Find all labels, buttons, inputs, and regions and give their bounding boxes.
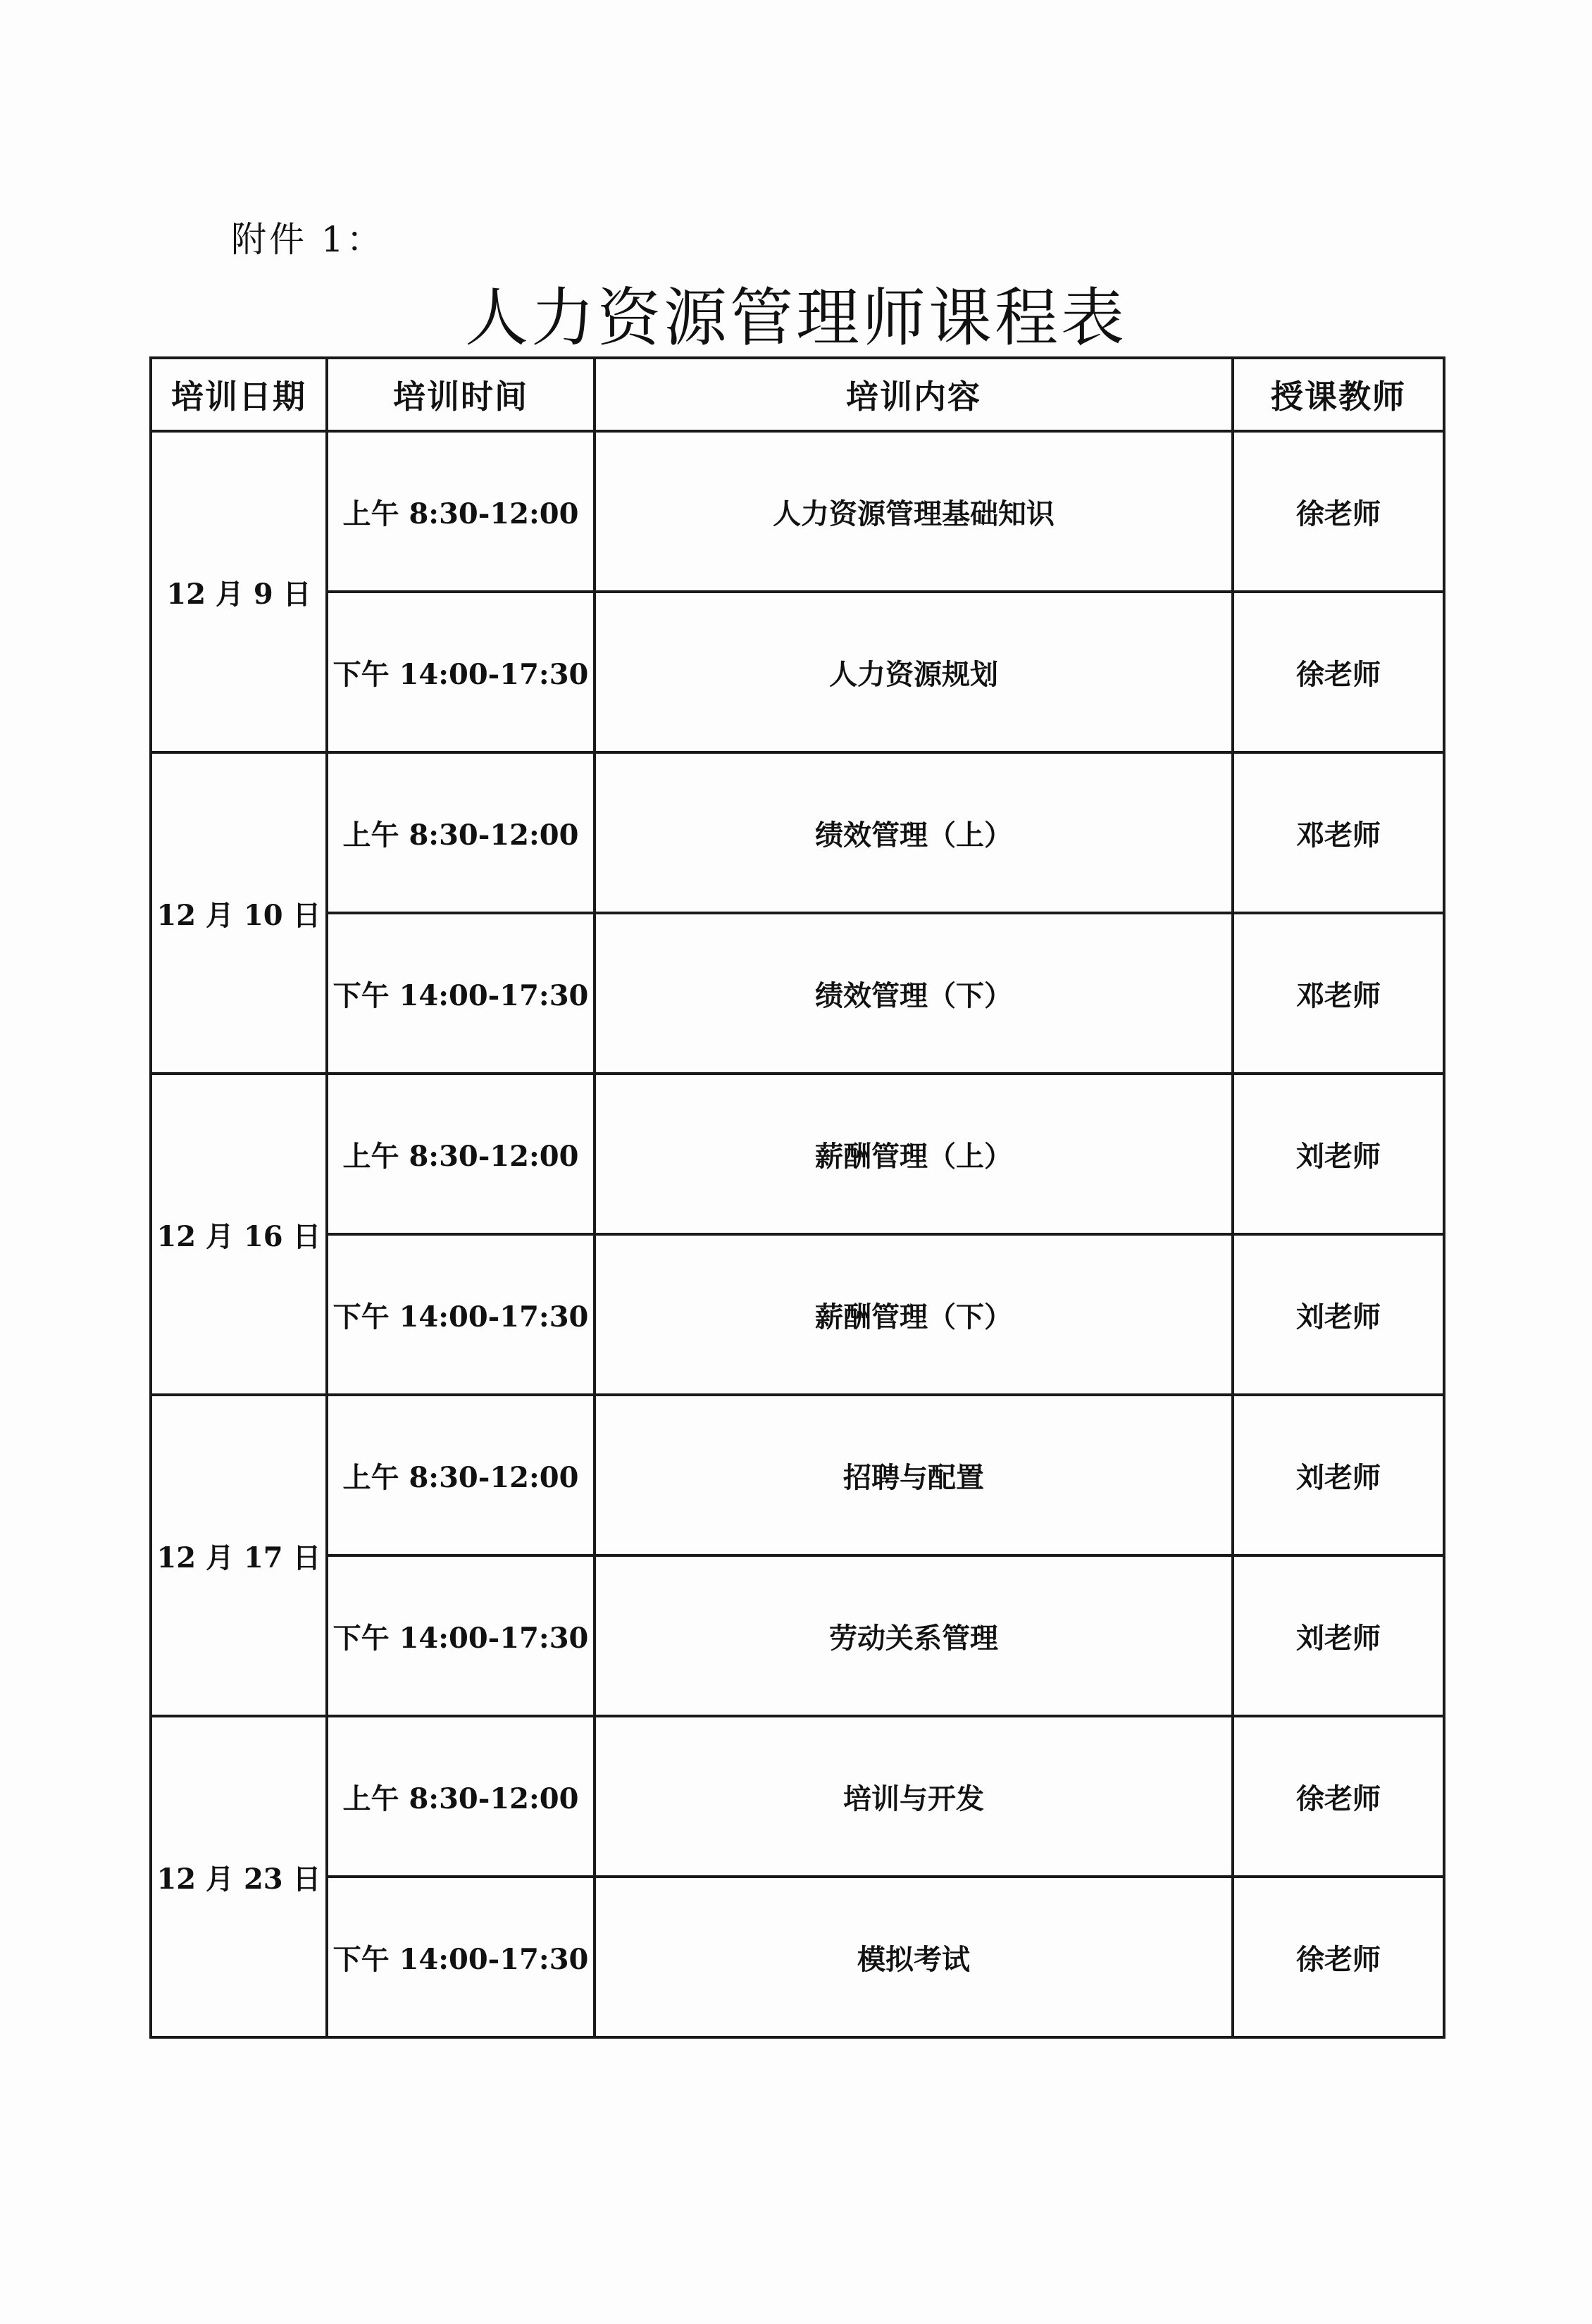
table-row xyxy=(151,592,1444,752)
teacher-cell: 刘老师 xyxy=(1233,1555,1444,1716)
date-cell: 12 月 17 日 xyxy=(151,1395,327,1716)
teacher-cell: 刘老师 xyxy=(1233,1395,1444,1555)
time-cell: 上午 8:30-12:00 xyxy=(327,1395,595,1555)
header-date: 培训日期 xyxy=(151,358,327,431)
table-row xyxy=(151,1555,1444,1716)
date-cell: 12 月 16 日 xyxy=(151,1074,327,1395)
content-cell: 人力资源管理基础知识 xyxy=(595,431,1233,592)
teacher-cell: 徐老师 xyxy=(1233,1716,1444,1877)
content-cell: 薪酬管理（下） xyxy=(595,1234,1233,1395)
table-row xyxy=(151,1395,1444,1555)
time-cell: 下午 14:00-17:30 xyxy=(327,1234,595,1395)
content-cell: 招聘与配置 xyxy=(595,1395,1233,1555)
table-row xyxy=(151,1234,1444,1395)
teacher-cell: 徐老师 xyxy=(1233,592,1444,752)
teacher-cell: 徐老师 xyxy=(1233,431,1444,592)
time-cell: 下午 14:00-17:30 xyxy=(327,592,595,752)
teacher-cell: 邓老师 xyxy=(1233,913,1444,1074)
date-cell: 12 月 23 日 xyxy=(151,1716,327,2037)
table-row xyxy=(151,913,1444,1074)
table-header-row xyxy=(151,358,1444,431)
time-cell: 上午 8:30-12:00 xyxy=(327,431,595,592)
header-teacher: 授课教师 xyxy=(1233,358,1444,431)
teacher-cell: 邓老师 xyxy=(1233,752,1444,913)
content-cell: 绩效管理（下） xyxy=(595,913,1233,1074)
content-cell: 培训与开发 xyxy=(595,1716,1233,1877)
time-cell: 上午 8:30-12:00 xyxy=(327,752,595,913)
teacher-cell: 刘老师 xyxy=(1233,1074,1444,1234)
table-row xyxy=(151,752,1444,913)
table-row xyxy=(151,1877,1444,2037)
time-cell: 下午 14:00-17:30 xyxy=(327,1877,595,2037)
time-cell: 下午 14:00-17:30 xyxy=(327,913,595,1074)
content-cell: 绩效管理（上） xyxy=(595,752,1233,913)
table-row xyxy=(151,1074,1444,1234)
attachment-label: 附件 1： xyxy=(231,219,385,260)
teacher-cell: 徐老师 xyxy=(1233,1877,1444,2037)
content-cell: 劳动关系管理 xyxy=(595,1555,1233,1716)
time-cell: 上午 8:30-12:00 xyxy=(327,1716,595,1877)
date-cell: 12 月 10 日 xyxy=(151,752,327,1074)
table-row xyxy=(151,1716,1444,1877)
date-cell: 12 月 9 日 xyxy=(151,431,327,752)
content-cell: 薪酬管理（上） xyxy=(595,1074,1233,1234)
time-cell: 下午 14:00-17:30 xyxy=(327,1555,595,1716)
teacher-cell: 刘老师 xyxy=(1233,1234,1444,1395)
page-title: 人力资源管理师课程表 xyxy=(465,281,1127,355)
course-schedule-table xyxy=(149,356,1445,2039)
time-cell: 上午 8:30-12:00 xyxy=(327,1074,595,1234)
header-time: 培训时间 xyxy=(327,358,595,431)
content-cell: 人力资源规划 xyxy=(595,592,1233,752)
header-content: 培训内容 xyxy=(595,358,1233,431)
content-cell: 模拟考试 xyxy=(595,1877,1233,2037)
table-row xyxy=(151,431,1444,592)
